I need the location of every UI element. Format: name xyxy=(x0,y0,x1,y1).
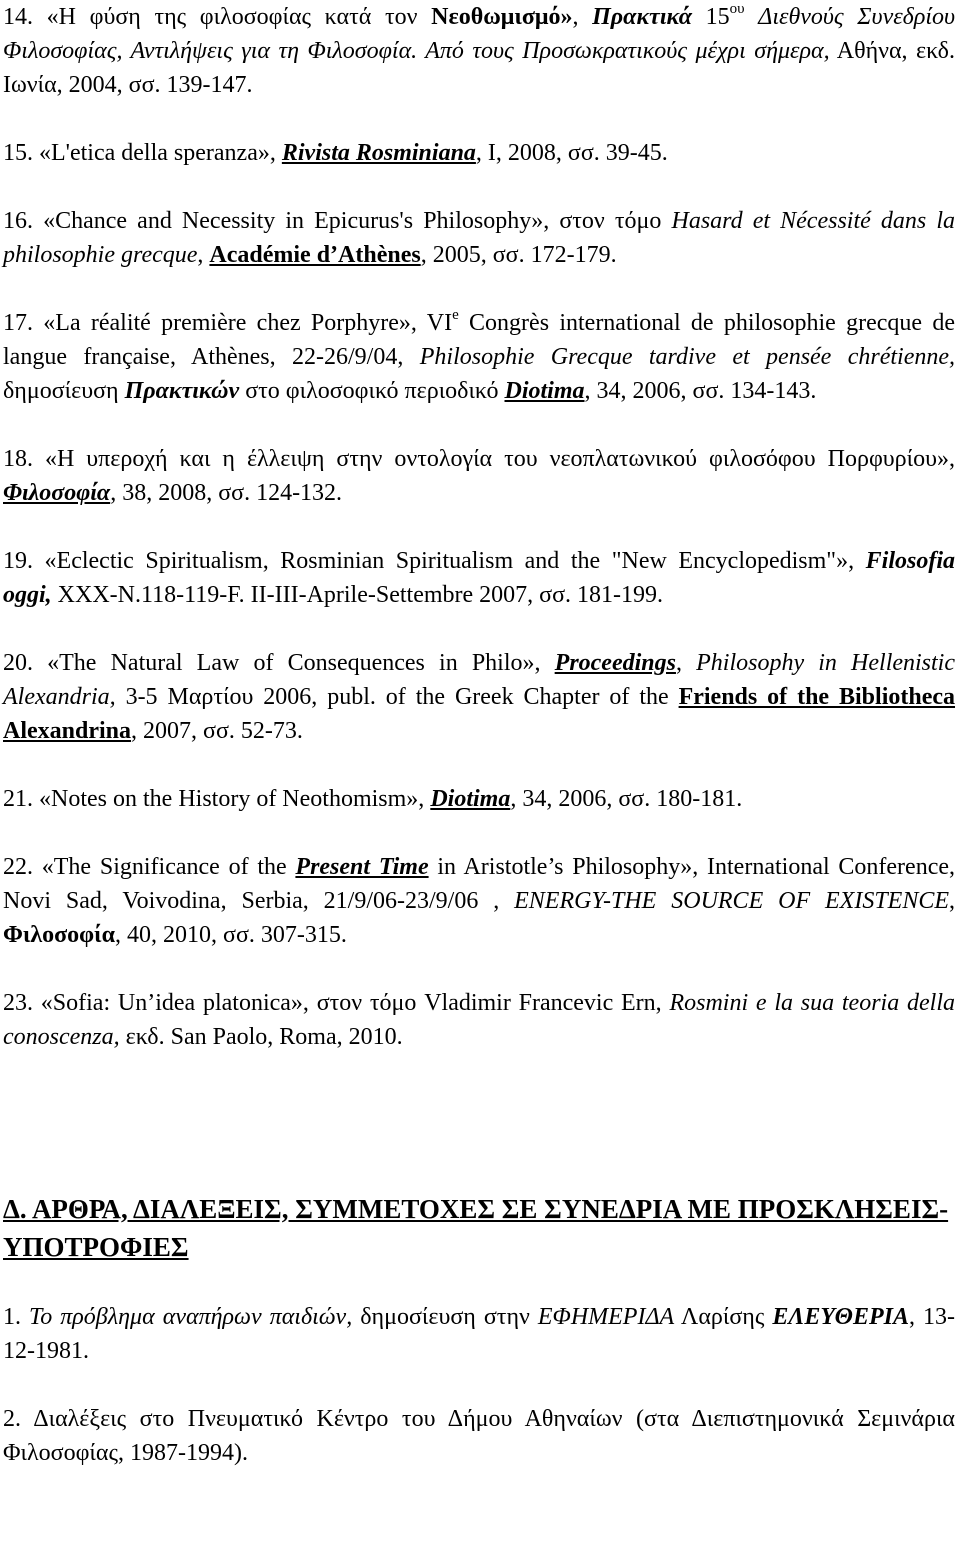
entry-number: 18. xyxy=(3,446,33,472)
bibliography-entry-15: 15. «L'etica della speranza», Rivista Rosminiana, I, 2008, σσ. 39-45. xyxy=(3,140,668,166)
entry-number: 20. xyxy=(3,650,33,676)
volume-title: Hasard et Nécessité dans la philosophie grecque xyxy=(3,208,955,268)
entry-number: 15. xyxy=(3,140,33,166)
proceedings-title: Πρακτικών xyxy=(124,378,240,404)
entry-number: 2. xyxy=(3,1406,21,1432)
bibliography-entry-20: 20. «The Natural Law of Consequences in Philo», Proceedings, Philosophy in Hellenistic Alexandria, 3-5 Μαρτίου 2006, publ. of the Greek Chapter of the Friends of the Bibliotheca Alexandrina, 2007, σσ. 52-73. xyxy=(3,650,956,744)
entry-number: 19. xyxy=(3,548,33,574)
superscript: e xyxy=(452,307,459,323)
entry-number: 1. xyxy=(3,1304,21,1330)
journal-title: Φιλοσοφία xyxy=(3,480,111,506)
publisher: Friends of the Bibliotheca Alexandrina xyxy=(3,684,956,744)
volume-title: Philosophie Grecque tardive et pensée chrétienne, xyxy=(419,344,955,370)
entry-number: 17. xyxy=(3,310,33,336)
journal-title: Filosofia oggi, xyxy=(3,548,955,608)
article-title: Το πρόβλημα αναπήρων παιδιών, xyxy=(29,1304,353,1330)
journal-title: Φιλοσοφία xyxy=(3,922,115,948)
proceedings-title: Πρακτικά xyxy=(592,4,693,30)
bibliography-entry-14: 14. «Η φύση της φιλοσοφίας κατά τον Νεοθωμισμό», Πρακτικά $15^{o\upsilon}$ Διεθνούς Συνεδρίου Φιλοσοφίας, Αντιλήψεις για τη Φιλοσοφία. Από τους Προσωκρατικούς μέχρι σήμερα, Αθήνα, εκδ. Ιωνία, 2004, σσ. 139-147. xyxy=(3,1,956,98)
bibliography-entry-19: 19. «Eclectic Spiritualism, Rosminian Spiritualism and the "New Encyclopedism"», Filosofia oggi, XXX-N.118-119-F. II-III-Aprile-Settembre 2007, σσ. 181-199. xyxy=(3,548,955,608)
conference-title: Διεθνούς Συνεδρίου Φιλοσοφίας, Αντιλήψεις για τη Φιλοσοφία. Από τους Προσωκρατικούς μέχρι σήμερα, xyxy=(3,4,956,64)
bibliography-entry-16: 16. «Chance and Necessity in Epicurus's Philosophy», στον τόμο Hasard et Nécessité dans la philosophie grecque, Académie d’Athènes, 2005, σσ. 172-179. xyxy=(3,208,955,268)
volume-title: ENERGY-THE SOURCE OF EXISTENCE xyxy=(514,888,949,914)
newspaper-title: ΕΛΕΥΘΕΡΙΑ xyxy=(772,1304,909,1330)
entry-number: 21. xyxy=(3,786,33,812)
bold-term: Νεοθωμισμό» xyxy=(431,4,573,30)
entry-number: 16. xyxy=(3,208,33,234)
volume-title: Philosophy in Hellenistic Alexandria, xyxy=(3,650,956,710)
bibliography-entry-18: 18. «Η υπεροχή και η έλλειψη στην οντολογία του νεοπλατωνικού φιλοσόφου Πορφυρίου», Φιλοσοφία, 38, 2008, σσ. 124-132. xyxy=(3,446,955,506)
article-entry-2: 2. Διαλέξεις στο Πνευματικό Κέντρο του Δήμου Αθηναίων (στα Διεπιστημονικά Σεμινάρια Φιλοσοφίας, 1987-1994). xyxy=(3,1406,955,1466)
journal-title: Diotima xyxy=(504,378,585,404)
newspaper-label: ΕΦΗΜΕΡΙΔΑ xyxy=(537,1304,675,1330)
bibliography-entry-17: 17. «La réalité première chez Porphyre», VIe Congrès international de philosophie grecque de langue française, Athènes, 22-26/9/04, Philosophie Grecque tardive et pensée chrétienne, δημοσίευση Πρακτικών στο φιλοσοφικό περιοδικό Diotima, 34, 2006, σσ. 134-143. xyxy=(3,307,956,404)
entry-number: 14. xyxy=(3,4,33,30)
journal-title: Rivista Rosminiana xyxy=(281,140,476,166)
entry-number: 22. xyxy=(3,854,33,880)
article-entry-1: 1. Το πρόβλημα αναπήρων παιδιών, δημοσίευση στην ΕΦΗΜΕΡΙΔΑ Λαρίσης ΕΛΕΥΘΕΡΙΑ, 13-12-1981. xyxy=(3,1304,956,1364)
emphasized-term: Present Time xyxy=(295,854,429,880)
bibliography-entry-21: 21. «Notes on the History of Neothomism», Diotima, 34, 2006, σσ. 180-181. xyxy=(3,786,743,812)
proceedings-title: Proceedings xyxy=(554,650,676,676)
superscript: ου xyxy=(729,1,745,17)
journal-title: Diotima xyxy=(430,786,511,812)
entry-number: 23. xyxy=(3,990,33,1016)
document-page xyxy=(3,0,955,1470)
bibliography-entry-22: 22. «The Significance of the Present Time in Aristotle’s Philosophy», International Conference, Novi Sad, Voivodina, Serbia, 21/9/06-23/9/06 , ENERGY-THE SOURCE OF EXISTENCE, Φιλοσοφία, 40, 2010, σσ. 307-315. xyxy=(3,854,955,948)
section-heading: Δ. ΑΡΘΡΑ, ΔΙΑΛΕΞΕΙΣ, ΣΥΜΜΕΤΟΧΕΣ ΣΕ ΣΥΝΕΔΡΙΑ ΜΕ ΠΡΟΣΚΛΗΣΕΙΣ-ΥΠΟΤΡΟΦΙΕΣ xyxy=(3,1194,949,1262)
publisher: Académie d’Athènes xyxy=(209,242,421,268)
volume-title: Rosmini e la sua teoria della conoscenza, xyxy=(3,990,955,1050)
bibliography-entry-23: 23. «Sofia: Un’idea platonica», στον τόμο Vladimir Francevic Ern, Rosmini e la sua teoria della conoscenza, εκδ. San Paolo, Roma, 2010. xyxy=(3,990,955,1050)
